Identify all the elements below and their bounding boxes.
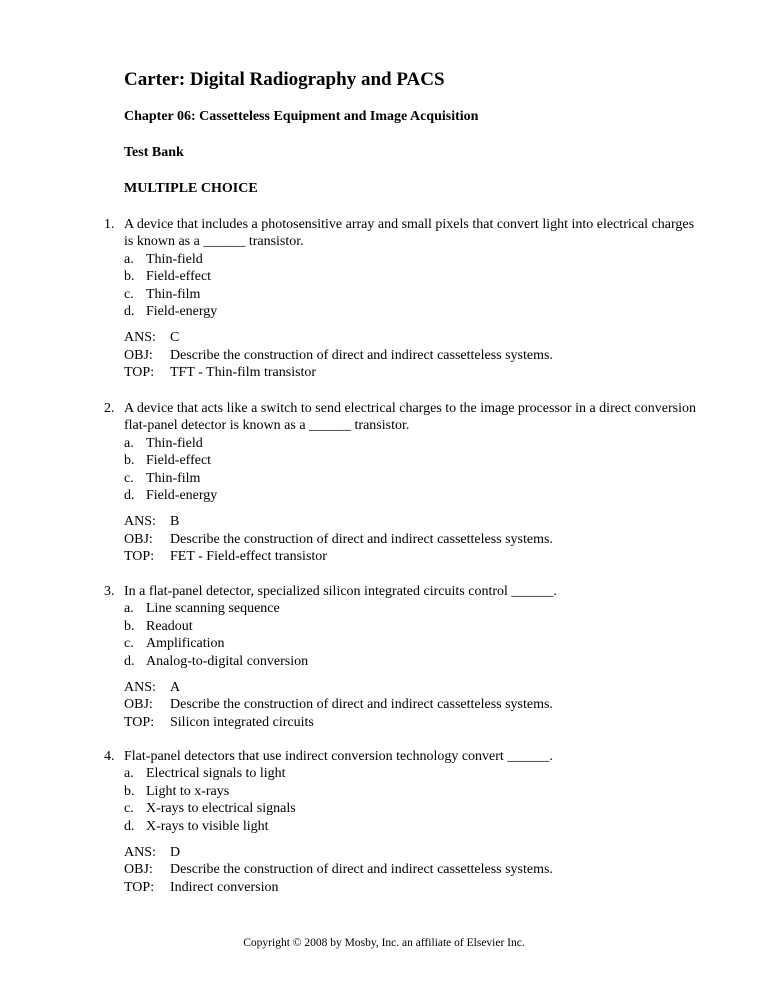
question-number: 3.	[104, 584, 115, 599]
objective-row: OBJ: Describe the construction of direct and indirect cassetteless systems.	[124, 697, 553, 713]
answer-options	[104, 251, 704, 321]
question-number: 4.	[104, 749, 115, 764]
answer-row: ANS: B	[124, 514, 180, 530]
answer-metadata	[104, 679, 704, 731]
question-4	[104, 748, 704, 896]
test-bank-label: Test Bank	[124, 145, 184, 160]
answer-row: ANS: A	[124, 680, 181, 696]
objective-row: OBJ: Describe the construction of direct and indirect cassetteless systems.	[124, 347, 553, 363]
section-heading: MULTIPLE CHOICE	[124, 181, 258, 196]
option-c: c. Amplification	[124, 636, 225, 652]
question-text: A device that acts like a switch to send electrical charges to the image processor in a direct conversion flat-panel detector is known as a ______ transistor.	[124, 401, 696, 434]
option-b: b. Readout	[124, 618, 193, 634]
question-1	[104, 216, 704, 382]
option-c: c. Thin-film	[124, 286, 201, 302]
question-text: A device that includes a photosensitive array and small pixels that convert light into electrical charges is known as a ______ transistor.	[124, 217, 695, 250]
option-a: a. Electrical signals to light	[124, 766, 286, 782]
option-b: b. Light to x-rays	[124, 783, 230, 799]
option-d: d. Field-energy	[124, 488, 218, 504]
chapter-title: Chapter 06: Cassetteless Equipment and Image Acquisition	[124, 109, 479, 124]
answer-options	[104, 435, 704, 505]
answer-metadata	[104, 329, 704, 381]
answer-options	[104, 600, 704, 670]
option-b: b. Field-effect	[124, 453, 212, 469]
option-c: c. Thin-film	[124, 470, 201, 486]
option-a: a. Thin-field	[124, 251, 203, 267]
answer-row: ANS: D	[124, 845, 181, 861]
objective-row: OBJ: Describe the construction of direct and indirect cassetteless systems.	[124, 531, 553, 547]
option-d: d. Field-energy	[124, 304, 218, 320]
question-number: 2.	[104, 401, 115, 416]
option-a: a. Thin-field	[124, 435, 203, 451]
question-text: Flat-panel detectors that use indirect conversion technology convert ______.	[124, 749, 553, 764]
copyright-footer: Copyright © 2008 by Mosby, Inc. an affiliate of Elsevier Inc.	[243, 937, 525, 949]
topic-row: TOP: FET - Field-effect transistor	[124, 549, 327, 565]
answer-row: ANS: C	[124, 330, 180, 346]
option-a: a. Line scanning sequence	[124, 601, 280, 617]
question-3	[104, 583, 704, 731]
option-c: c. X-rays to electrical signals	[124, 801, 296, 817]
question-2	[104, 400, 704, 566]
topic-row: TOP: Indirect conversion	[124, 879, 279, 895]
question-text: In a flat-panel detector, specialized silicon integrated circuits control ______.	[124, 584, 557, 599]
answer-options	[104, 765, 704, 835]
option-b: b. Field-effect	[124, 269, 212, 285]
option-d: d. Analog-to-digital conversion	[124, 653, 309, 669]
topic-row: TOP: Silicon integrated circuits	[124, 714, 314, 730]
objective-row: OBJ: Describe the construction of direct and indirect cassetteless systems.	[124, 862, 553, 878]
answer-metadata	[104, 513, 704, 565]
topic-row: TOP: TFT - Thin-film transistor	[124, 365, 317, 381]
answer-metadata	[104, 844, 704, 896]
book-title: Carter: Digital Radiography and PACS	[124, 69, 445, 90]
question-number: 1.	[104, 217, 115, 232]
option-d: d. X-rays to visible light	[124, 818, 269, 834]
